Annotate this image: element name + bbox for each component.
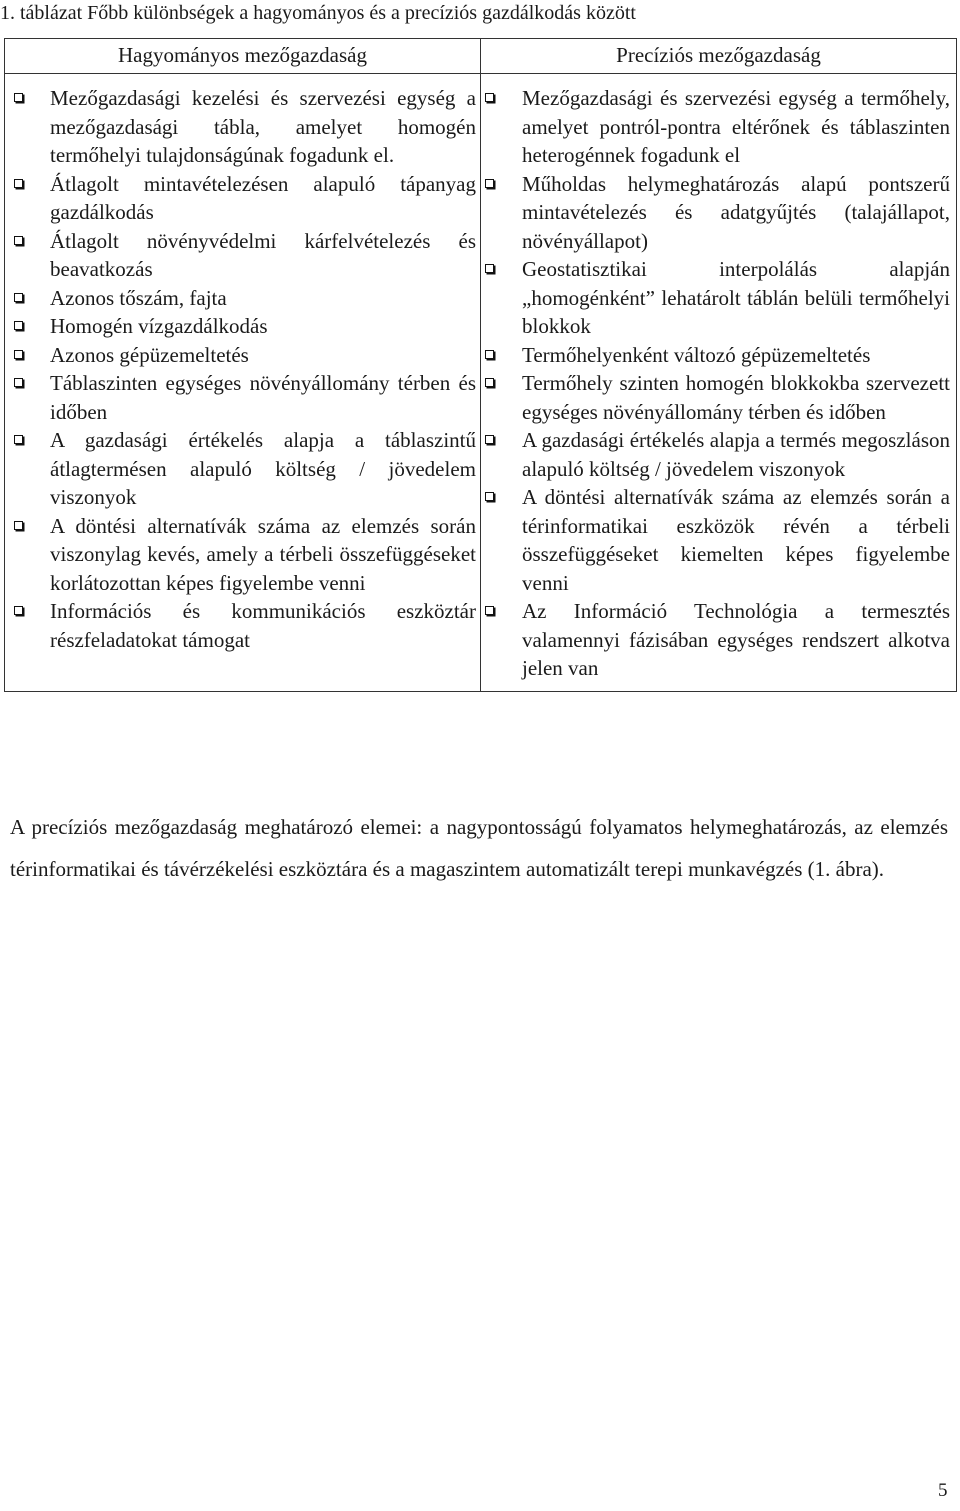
- list-item-text: Táblaszinten egységes növényállomány térben és időben: [50, 371, 476, 424]
- comparison-table: [4, 38, 957, 692]
- list-item: [5, 369, 476, 426]
- square-checkbox-icon: [14, 606, 23, 615]
- list-item-text: A döntési alternatívák száma az elemzés során viszonylag kevés, amely a térbeli összefüggéseket korlátozottan képes figyelembe venni: [50, 513, 476, 595]
- square-checkbox-icon: [14, 350, 23, 359]
- table-caption: 1. táblázat Főbb különbségek a hagyományos és a precíziós gazdálkodás között: [0, 2, 636, 24]
- list-item: [481, 255, 952, 341]
- list-item: [5, 512, 476, 598]
- list-item-text: A döntési alternatívák száma az elemzés során a térinformatikai eszközök révén a térbeli összefüggéseket kiemelten képes figyelembe venni: [522, 485, 950, 595]
- square-checkbox-icon: [485, 350, 494, 359]
- list-item: [481, 84, 952, 170]
- list-item-text: Információs és kommunikációs eszköztár részfeladatokat támogat: [50, 599, 476, 652]
- table-body-row: [5, 74, 957, 692]
- list-item-text: A gazdasági értékelés alapja a termés megoszláson alapuló költség / jövedelem viszonyok: [522, 428, 950, 481]
- square-checkbox-icon: [14, 293, 23, 302]
- square-checkbox-icon: [14, 179, 23, 188]
- list-item: [5, 170, 476, 227]
- list-item: [5, 284, 476, 313]
- precision-cell: [481, 74, 957, 692]
- square-checkbox-icon: [14, 521, 23, 530]
- list-item-text: Mezőgazdasági kezelési és szervezési egység a mezőgazdasági tábla, amelyet homogén termőhelyi tulajdonságúnak fogadunk el.: [50, 86, 476, 167]
- list-item-text: Műholdas helymeghatározás alapú pontszerű mintavételezés és adatgyűjtés (talajállapot, növényállapot): [522, 171, 950, 253]
- square-checkbox-icon: [14, 236, 23, 245]
- square-checkbox-icon: [14, 435, 23, 444]
- square-checkbox-icon: [485, 492, 494, 501]
- list-item: [481, 341, 952, 370]
- square-checkbox-icon: [14, 321, 23, 330]
- list-item-text: Azonos tőszám, fajta: [50, 285, 227, 310]
- list-item-text: Azonos gépüzemeltetés: [50, 342, 249, 367]
- list-item-text: Homogén vízgazdálkodás: [50, 314, 268, 338]
- list-item-text: Geostatisztikai interpolálás alapján „homogénként” lehatárolt táblán belüli termőhelyi blokkok: [522, 257, 950, 338]
- table-header-row: [5, 39, 957, 74]
- square-checkbox-icon: [14, 93, 23, 102]
- list-item: [481, 369, 952, 426]
- list-item: [5, 312, 476, 341]
- list-item: [5, 597, 476, 654]
- list-item: [481, 170, 952, 256]
- precision-list: [481, 74, 956, 691]
- square-checkbox-icon: [485, 435, 494, 444]
- list-item-text: Mezőgazdasági és szervezési egység a termőhely, amelyet pontról-pontra eltérőnek és táblaszinten heterogénnek fogadunk el: [522, 86, 950, 167]
- traditional-cell: [5, 74, 481, 692]
- square-checkbox-icon: [14, 378, 23, 387]
- list-item: [5, 341, 476, 370]
- list-item: [5, 426, 476, 512]
- square-checkbox-icon: [485, 606, 494, 615]
- header-traditional: Hagyományos mezőgazdaság: [5, 39, 481, 74]
- list-item: [481, 483, 952, 597]
- square-checkbox-icon: [485, 264, 494, 273]
- list-item-text: Átlagolt növényvédelmi kárfelvételezés és beavatkozás: [50, 228, 476, 281]
- list-item-text: A gazdasági értékelés alapja a táblaszintű átlagtermésen alapuló költség / jövedelem viszonyok: [50, 428, 476, 509]
- list-item: [481, 426, 952, 483]
- page-number: 5: [938, 1480, 948, 1501]
- list-item: [5, 227, 476, 284]
- list-item-text: Átlagolt mintavételezésen alapuló tápanyag gazdálkodás: [50, 171, 476, 224]
- header-precision: Precíziós mezőgazdaság: [481, 39, 957, 74]
- list-item: [5, 84, 476, 170]
- list-item-text: Az Információ Technológia a termesztés valamennyi fázisában egységes rendszert alkotva jelen van: [522, 599, 950, 680]
- traditional-list: [5, 74, 480, 662]
- square-checkbox-icon: [485, 93, 494, 102]
- list-item-text: Termőhely szinten homogén blokkokba szervezett egységes növényállomány térben és időben: [522, 371, 950, 424]
- body-paragraph: A precíziós mezőgazdaság meghatározó elemei: a nagypontosságú folyamatos helymeghatározás, az elemzés térinformatikai és távérzékelési eszköztára és a magaszintem automatizált terepi munkavégzés (1. ábra).: [10, 815, 948, 881]
- square-checkbox-icon: [485, 179, 494, 188]
- square-checkbox-icon: [485, 378, 494, 387]
- list-item-text: Termőhelyenként változó gépüzemeltetés: [522, 342, 871, 367]
- list-item: [481, 597, 952, 683]
